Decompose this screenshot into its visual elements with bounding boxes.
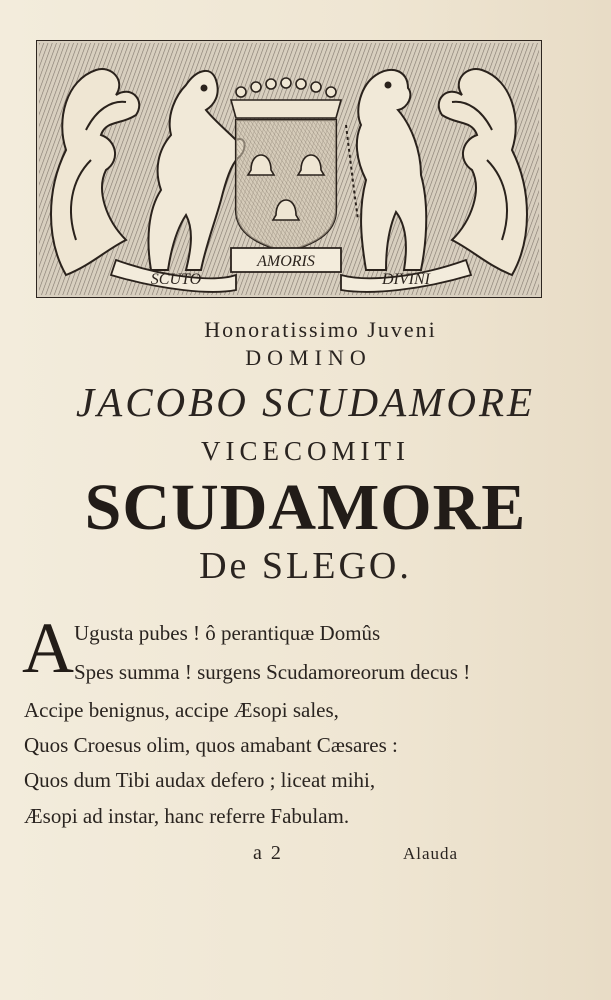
dedication-line-domino: DOMINO: [245, 345, 372, 370]
verse-line-6: Æsopi ad instar, hanc referre Fabulam.: [24, 804, 350, 828]
dedication-line-honoratissimo: Honoratissimo Juveni: [204, 317, 437, 342]
dedication-line-name: JACOBO SCUDAMORE: [75, 379, 536, 425]
verse-line-5: Quos dum Tibi audax defero ; liceat mihi,: [24, 768, 376, 792]
verse-line-4: Quos Croesus olim, quos amabant Cæsares :: [24, 733, 398, 757]
dedication-line-scudamore: SCUDAMORE: [84, 471, 527, 544]
ribbon-center-text: AMORIS: [257, 253, 315, 270]
dedication-line-vicecomiti: VICECOMITI: [201, 436, 410, 466]
heraldic-shield: [236, 120, 336, 252]
ribbon-left-text: SCUTO: [150, 271, 202, 288]
verse-line-1: Ugusta pubes ! ô perantiquæ Domûs: [74, 621, 381, 645]
dedication-line-slego: De SLEGO.: [199, 545, 412, 587]
ribbon-right-text: DIVINI: [382, 271, 430, 288]
drop-cap: A: [22, 608, 74, 688]
catchword: Alauda: [403, 844, 459, 863]
verse-line-2: Spes summa ! surgens Scudamoreorum decus !: [74, 660, 471, 684]
signature-mark: a 2: [253, 842, 283, 864]
verse-line-3: Accipe benignus, accipe Æsopi sales,: [24, 698, 339, 722]
coat-of-arms-engraving: [36, 40, 542, 298]
